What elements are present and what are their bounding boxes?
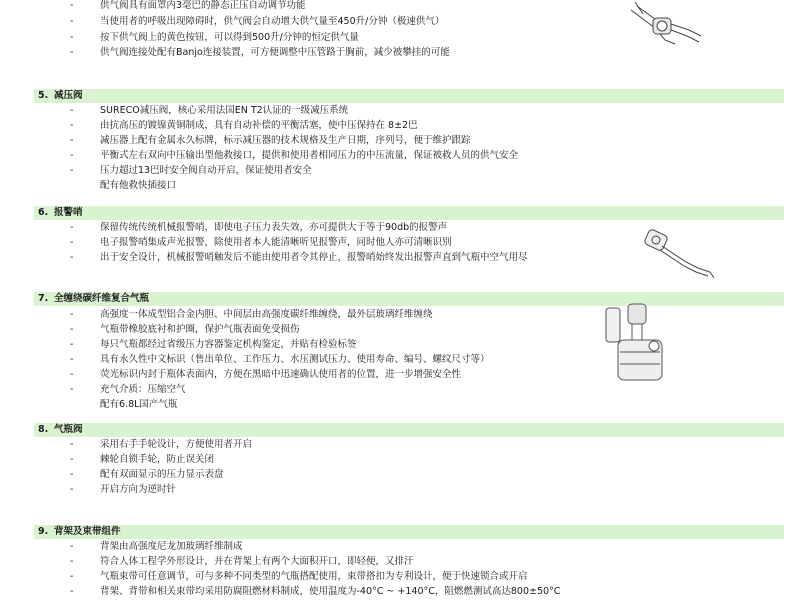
list-item: - 压力超过13巴时安全阀自动开启，保证使用者安全 bbox=[70, 165, 312, 176]
demand-valve-illustration bbox=[625, 0, 705, 48]
list-item: - SURECO减压阀，核心采用法国EN T2认证的一级减压系统 bbox=[70, 105, 349, 116]
list-item: - 按下供气阀上的黄色按钮，可以得到500升/分钟的恒定供气量 bbox=[70, 32, 359, 43]
cylinder-valve-illustration bbox=[598, 300, 670, 392]
list-item: - 供气阀具有面罩内3毫巴的静态正压自动调节功能 bbox=[70, 0, 306, 11]
list-item: - 充气介质：压缩空气 bbox=[70, 384, 186, 395]
list-item: - 由抗高压的镀镍黄铜制成，具有自动补偿的平衡活塞，使中压保持在 8±2巴 bbox=[70, 120, 418, 131]
list-item: 配有6.8L国产气瓶 bbox=[100, 399, 178, 410]
section-heading: 8. 气瓶阀 bbox=[34, 423, 784, 437]
list-item: - 具有永久性中文标识（售出单位、工作压力、水压测试压力、使用寿命、编号、螺纹尺寸等） bbox=[70, 354, 490, 365]
list-item: - 棘轮自锁手轮，防止误关闭 bbox=[70, 454, 215, 465]
section-heading: 6. 报警哨 bbox=[34, 206, 784, 220]
list-item: 配有他救快插接口 bbox=[100, 180, 177, 191]
list-item: - 保留传统传统机械报警哨，即使电子压力表失效，亦可提供大于等于90db的报警声 bbox=[70, 222, 448, 233]
list-item: - 电子报警哨集成声光报警，除使用者本人能清晰听见报警声，同时他人亦可清晰识别 bbox=[70, 237, 452, 248]
list-item: - 减压器上配有金属永久标牌，标示减压器的技术规格及生产日期，序列号，便于维护跟踪 bbox=[70, 135, 471, 146]
list-item: - 每只气瓶都经过省级压力容器鉴定机构鉴定，并贴有检验标签 bbox=[70, 339, 357, 350]
list-item: - 气瓶带橡胶底衬和护圈，保护气瓶表面免受损伤 bbox=[70, 324, 300, 335]
section-heading: 5. 减压阀 bbox=[34, 89, 784, 103]
list-item: - 当使用者的呼吸出现障碍时，供气阀会自动增大供气量至450升/分钟（极速供气） bbox=[70, 16, 445, 27]
list-item: - 采用右手手轮设计，方便使用者开启 bbox=[70, 439, 253, 450]
list-item: - 高强度一体成型铝合金内胆、中间层由高强度碳纤维缠绕，最外层玻璃纤维缠绕 bbox=[70, 309, 433, 320]
list-item: - 荧光标识内封于瓶体表面内，方便在黑暗中迅速确认使用者的位置，进一步增强安全性 bbox=[70, 369, 462, 380]
list-item: - 供气阀连接处配有Banjo连接装置，可方便调整中压管路于胸前，减少被攀挂的可能 bbox=[70, 47, 450, 58]
alarm-whistle-illustration bbox=[640, 222, 720, 282]
section-heading: 7. 全缠绕碳纤维复合气瓶 bbox=[34, 292, 784, 306]
list-item: - 气瓶束带可任意调节，可与多种不同类型的气瓶搭配使用，束带搭扣为专利设计，便于快速锁合或开启 bbox=[70, 571, 528, 582]
list-item: - 配有双面显示的压力显示表盘 bbox=[70, 469, 224, 480]
list-item: - 符合人体工程学外形设计，并在背架上有两个大面积开口，即轻便，又排汗 bbox=[70, 556, 414, 567]
list-item: - 出于安全设计，机械报警哨触发后不能由使用者令其停止，报警哨始终发出报警声直到气瓶中空气用尽 bbox=[70, 252, 528, 263]
list-item: - 背架、背带和相关束带均采用防腐阻燃材料制成，使用温度为-40°C ~ +140°C，阻燃燃测试高达800±50°C bbox=[70, 586, 561, 597]
list-item: - 背架由高强度尼龙加玻璃纤维制成 bbox=[70, 541, 243, 552]
section-heading: 9. 背架及束带组件 bbox=[34, 525, 784, 539]
list-item: - 平衡式左右双向中压输出型他救接口，提供和使用者相同压力的中压流量，保证被救人员的供气安全 bbox=[70, 150, 519, 161]
list-item: - 开启方向为逆时针 bbox=[70, 484, 177, 495]
